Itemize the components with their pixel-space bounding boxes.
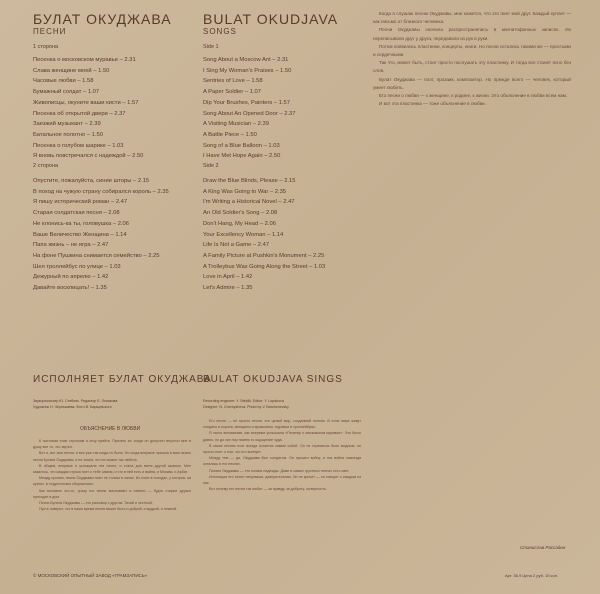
essay-paragraph: Булат Окуджава — поэт, прозаик, композитор. Но прежде всего — человек, который умеет любить.: [373, 76, 571, 90]
track-item: Дежурный по апрелю – 1.42: [33, 274, 109, 281]
title-en: BULAT OKUDJAVA: [203, 11, 339, 27]
essay-paragraph: Так что, может быть, стоит просто послушать эту пластинку. И тогда все станет ясно без слов.: [373, 60, 571, 74]
essay-paragraph: Потом появились пластинки, концерты, книги. Но песни остались такими же — простыми и сердечными.: [373, 43, 571, 58]
credits-en: [203, 398, 289, 410]
track-item: Dip Your Brushes, Painters – 1.57: [203, 99, 291, 106]
track-item: I Sing My Woman's Praises – 1.50: [203, 67, 292, 74]
track-item: Life Is Not a Game – 2.47: [203, 242, 270, 249]
track-item: Опустите, пожалуйста, синие шторы – 2.15: [33, 178, 150, 184]
essay-paragraph: К чистоким этим строчкам я хочу прийти. Причеть их, когда он допустит впустил мне в душу все то, что звучит.: [33, 439, 191, 450]
track-item: На фоне Пушкина снимается семейство – 2.25: [33, 252, 160, 259]
essay-paragraph: Как вспомню что-то, сразу его песни всплывают в памяти — будто старые друзья приходят в дом.: [33, 488, 191, 499]
track-item: Song About An Opened Door – 2.37: [203, 110, 296, 117]
credits-ru: [33, 398, 117, 410]
track-item: Бумажный солдат – 1.07: [33, 89, 100, 96]
essay-paragraph: Пусть поверит, что в наше время песня может быть и доброй, и мудрой, и нежной.: [39, 507, 178, 512]
essay-paragraph: Песни Булата Окуджавы — это разговор с другом. Тихий и честный.: [39, 501, 153, 506]
subtitle-en: SONGS: [203, 27, 237, 36]
track-item: A King Was Going to War – 2.35: [203, 188, 287, 195]
price-info: Арт. 36.9 Цена 2 руб. 15 коп.: [505, 573, 558, 578]
essay-paragraph: В общем, впервые я услышала эти песни, и стала для меня другой жизнью. Мне казалось, что каждая строка поет о тебе самом, и что в ней есть и война, и Москва, и Арбат.: [33, 463, 191, 475]
track-item: Заезжий музыкант – 2.39: [33, 121, 101, 128]
essay-paragraph: Интонация его песен негромкая, доверительная. Он не кричит — он говорит с каждым из нас.: [203, 474, 361, 486]
track-item: Не клонись-ка ты, головушка – 2.06: [33, 220, 129, 227]
track-item: Don't Hang, My Head – 2.06: [203, 220, 276, 227]
track-item: Песенка о московском муравье – 2.31: [33, 57, 136, 63]
essay-paragraph: Между тем — да, Окуджава был солдатом. Он прошел войну, и эта война навсегда осталась в его песнях.: [203, 456, 361, 467]
track-item: A Visiting Musician – 2.39: [203, 121, 269, 128]
credit-line: Designer: N. Chernysheva. Photo by V. Barshchevsky: [203, 405, 289, 409]
track-item: Часовые любви – 1.58: [33, 78, 94, 85]
credit-line: Звукорежиссер Ю. Стеблик. Редактор Е. Лопакова: [33, 399, 118, 403]
publisher-footer: © МОСКОВСКИЙ ОПЫТНЫЙ ЗАВОД «ГРАМЗАПИСЬ»: [33, 573, 148, 578]
track-item: I'm Writing a Historical Novel – 2.47: [203, 199, 295, 206]
essay-paragraph: В своих песнях поэт всегда остается самим собой. Он не стремится быть модным, он просто поет о том, что его волнует.: [203, 443, 361, 455]
side2-label-en: Side 2: [203, 163, 219, 169]
track-item: I Have Met Hope Again – 2.50: [203, 153, 281, 160]
side1-tracklist-ru: [33, 55, 143, 162]
side2-label-ru: 2 сторона: [33, 163, 59, 169]
track-item: Папа жизнь – не игра – 2.47: [33, 242, 109, 249]
track-item: Живописцы, окуните ваши кисти – 1.57: [33, 99, 139, 106]
track-item: Love in April – 1.42: [203, 274, 253, 281]
track-item: Шел троллейбус по улице – 1.03: [33, 263, 121, 270]
credit-line: Художник Н. Чернышева. Фото В. Барщевского: [33, 405, 112, 409]
track-item: Song About a Moscow Ant – 2.31: [203, 57, 289, 63]
track-item: A Battle Piece – 1.50: [203, 131, 257, 138]
title-ru: БУЛАТ ОКУДЖАВА: [33, 11, 172, 27]
track-item: A Trolleybus Was Going Along the Street – 1.03: [203, 263, 326, 270]
essay-paragraph: Я часто вспоминаю, как впервые услышала «Песенку о московском муравье». Это было давно, но до сих пор помню то ощущение чуда.: [203, 431, 361, 442]
subtitle-ru: ПЕСНИ: [33, 27, 67, 36]
performer-ru: ИСПОЛНЯЕТ БУЛАТ ОКУДЖАВА: [33, 374, 212, 385]
track-item: Давайте восклицать! – 1.35: [33, 285, 107, 292]
essay-paragraph: Вот я, вот моя песня, и все уже так когда-то было. Но когда впервые пришла в мою жизнь песня Булата Окуджавы, я не знала, что ее можно так любить.: [33, 451, 191, 462]
essay-signature: Станислав Рассадин: [520, 545, 566, 550]
essay-paragraph: Песни Окуджавы сначала распространялись в магнитофонных записях. Их переписывали друг у друга, передавали из рук в руки.: [373, 27, 571, 41]
essay-paragraph: Когда я слушаю песню Окуджавы, мне кажется, что это поет мой друг. Каждый куплет — как письмо от близкого человека.: [373, 11, 571, 25]
track-item: A Paper Soldier – 1.07: [203, 89, 262, 96]
essay-column-2: [203, 418, 361, 568]
track-item: An Old Soldier's Song – 2.08: [203, 210, 278, 217]
track-item: Песенка о голубом шарике – 1.03: [33, 142, 124, 149]
track-item: Ваше Величество Женщина – 1.14: [33, 231, 127, 238]
side2-tracklist-ru: [33, 176, 169, 294]
track-item: Слава женщине моей – 1.50: [33, 67, 110, 74]
track-item: Я вновь повстречался с надеждой – 2.50: [33, 153, 144, 160]
side1-tracklist-en: [203, 55, 296, 162]
track-item: В поход на чужую страну собирался король – 2.35: [33, 188, 169, 195]
track-item: Your Excellency Woman – 1.14: [203, 231, 284, 238]
essay-column-3: [373, 10, 571, 540]
essay-paragraph: Поэзия Окуджавы — это поэзия надежды. Даже в самых грустных песнях есть свет.: [209, 468, 350, 473]
essay-paragraph: Его песни — не просто песни, это целый мир, созданный поэтом. В этом мире живут солдаты и короли, женщины и музыканты, муравьи и троллейбусы.: [203, 419, 361, 430]
track-item: Батальное полотно – 1.50: [33, 131, 103, 138]
credit-line: Recording engineer: Y. Steblik. Editor: Y. Lopakova: [203, 399, 284, 403]
track-item: Я пишу исторический роман – 2.47: [33, 199, 128, 206]
essay-paragraph: Вот почему его песни так любят — за правду, за доброту, за верность.: [209, 487, 327, 492]
essay-column-1: [33, 438, 191, 568]
track-item: Песенка об открытой двери – 2.37: [33, 110, 126, 117]
essay-paragraph: И вот эта пластинка — тоже объяснение в любви.: [379, 101, 486, 107]
essay-paragraph: Между прочим, песни Окуджавы поют не только в залах. Их поют в походах, у костров, на кухнях, в студенческих общежитиях.: [33, 476, 191, 487]
track-item: Song of a Blue Balloon – 1.03: [203, 142, 280, 149]
essay-heading: ОБЪЯСНЕНИЕ В ЛЮБВИ: [80, 426, 141, 432]
side2-tracklist-en: [203, 176, 325, 294]
track-item: Старая солдатская песня – 2.08: [33, 210, 120, 217]
track-item: Let's Admire – 1.35: [203, 285, 253, 292]
track-item: A Family Picture at Pushkin's Monument – 2.25: [203, 252, 325, 259]
track-item: Draw the Blue Blinds, Please – 2.15: [203, 178, 296, 184]
side1-label-en: Side 1: [203, 44, 219, 50]
side1-label-ru: 1 сторона: [33, 44, 59, 50]
essay-paragraph: Его песни о любви — к женщине, к родине, к жизни. Это объяснение в любви всем нам.: [379, 93, 568, 99]
track-item: Sentries of Love – 1.58: [203, 78, 263, 85]
performer-en: BULAT OKUDJAVA SINGS: [203, 374, 343, 385]
